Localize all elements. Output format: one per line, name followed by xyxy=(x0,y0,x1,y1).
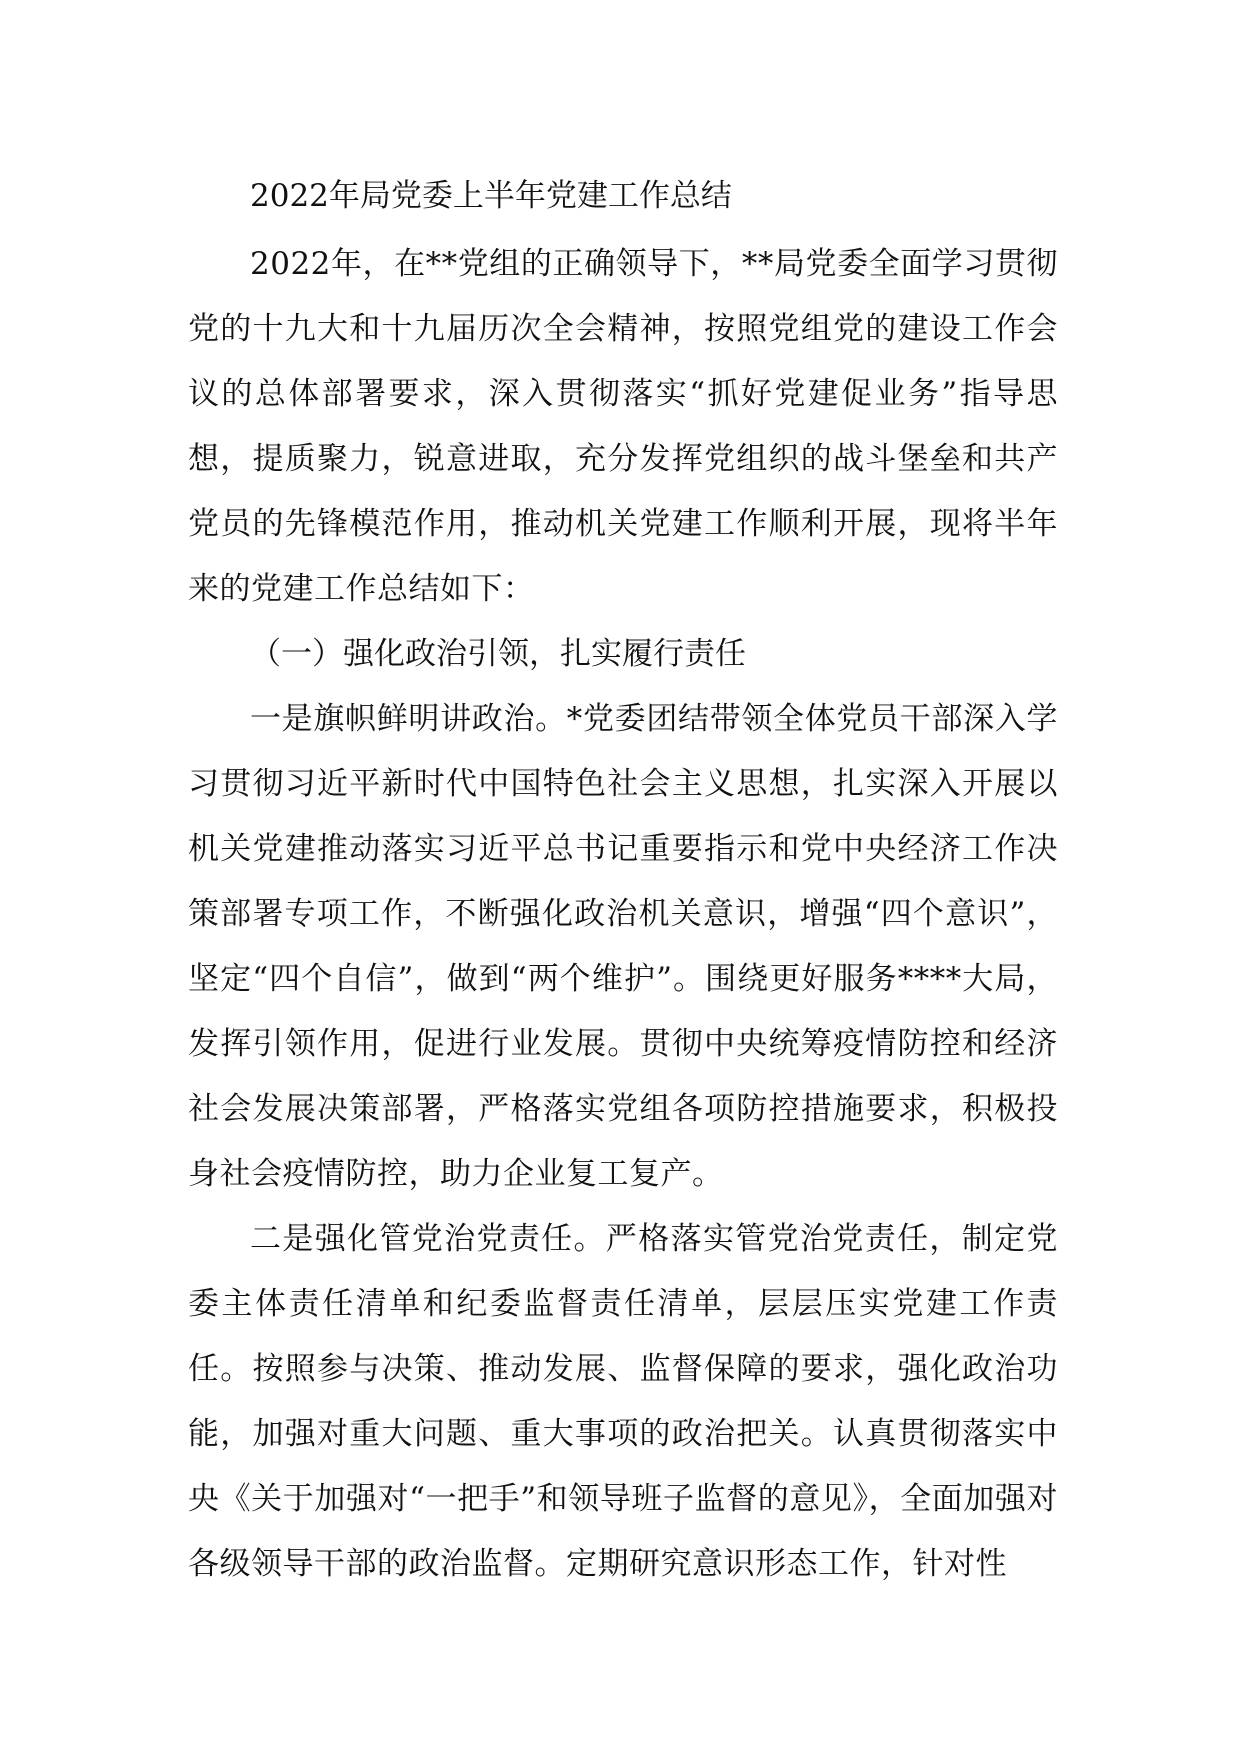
body-paragraph-responsibility: 二是强化管党治党责任。严格落实管党治党责任，制定党委主体责任清单和纪委监督责任清单，层层压实党建工作责任。按照参与决策、推动发展、监督保障的要求，强化政治功能，加强对重大问题、重大事项的政治把关。认真贯彻落实中央《关于加强对“一把手”和领导班子监督的意见》，全面加强对各级领导干部的政治监督。定期研究意识形态工作，针对性 xyxy=(188,1221,1058,1582)
section-heading: （一）强化政治引领，扎实履行责任 xyxy=(250,636,746,672)
document-title: 2022年局党委上半年党建工作总结 xyxy=(250,178,732,214)
body-paragraph-politics: 一是旗帜鲜明讲政治。*党委团结带领全体党员干部深入学习贯彻习近平新时代中国特色社会主义思想，扎实深入开展以机关党建推动落实习近平总书记重要指示和党中央经济工作决策部署专项工作，不断强化政治机关意识，增强“四个意识”，坚定“四个自信”，做到“两个维护”。围绕更好服务****大局，发挥引领作用，促进行业发展。贯彻中央统筹疫情防控和经济社会发展决策部署，严格落实党组各项防控措施要求，积极投身社会疫情防控，助力企业复工复产。 xyxy=(188,701,1058,1192)
document-body xyxy=(188,170,1058,1597)
intro-paragraph: 2022年，在**党组的正确领导下，**局党委全面学习贯彻党的十九大和十九届历次全会精神，按照党组党的建设工作会议的总体部署要求，深入贯彻落实“抓好党建促业务”指导思想，提质聚力，锐意进取，充分发挥党组织的战斗堡垒和共产党员的先锋模范作用，推动机关党建工作顺利开展，现将半年来的党建工作总结如下： xyxy=(188,246,1058,607)
